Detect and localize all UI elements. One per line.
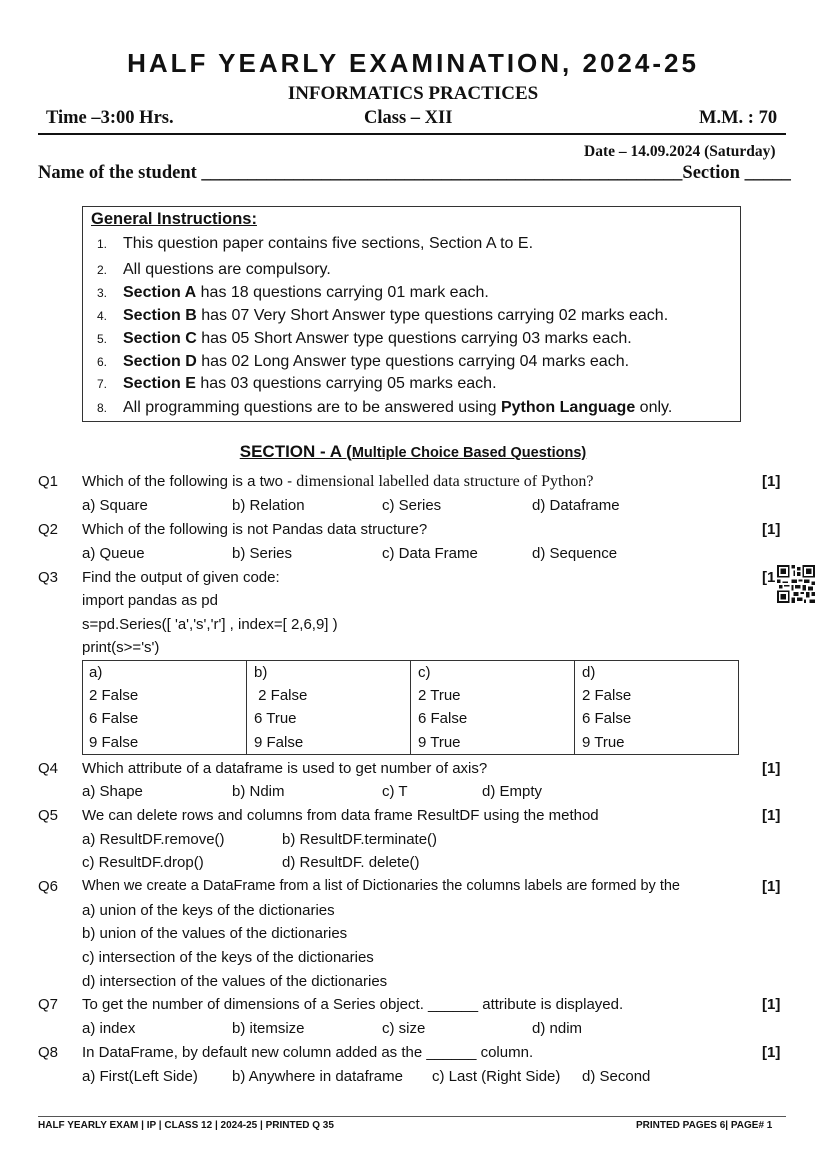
table-divider [246,661,247,754]
instruction-bold: Python Language [500,399,636,416]
section-a-heading [0,442,826,462]
question-marks: [1 [762,569,776,586]
option: c) intersection of the keys of the dictionaries [82,949,374,966]
instruction-item [97,330,632,348]
question-number: Q8 [38,1044,59,1061]
table-cell: 6 False [582,710,632,727]
question-text-part: dimensional labelled data structure of Python? [296,473,594,490]
option: c) Data Frame [382,545,478,562]
instruction-text: has 02 Long Answer type questions carrying 04 marks each. [196,353,630,370]
table-cell: 9 True [418,734,461,751]
table-cell: 2 True [418,687,461,704]
instruction-item [97,399,672,417]
instruction-bold: Section C [123,330,197,347]
table-cell: d) [582,664,596,681]
instruction-item [97,307,668,325]
table-cell: 6 True [254,710,297,727]
table-cell: 2 False [582,687,632,704]
table-cell: c) [418,664,431,681]
table-cell: 6 False [418,710,468,727]
question-marks: [1] [762,996,781,1013]
option: a) union of the keys of the dictionaries [82,902,335,919]
question-text-part: Which of the following is a two - [82,473,297,490]
instruction-number: 8. [97,401,108,415]
option: b) Relation [232,497,305,514]
instruction-bold: Section B [123,307,197,324]
footer-divider [38,1116,786,1117]
instruction-number: 5. [97,332,108,346]
instructions-heading: General Instructions: [91,210,257,228]
table-cell: 9 True [582,734,625,751]
instruction-text: has 05 Short Answer type questions carrying 03 marks each. [196,330,632,347]
answer-options-table [82,660,739,755]
option: d) ResultDF. delete() [282,854,420,871]
option: a) First(Left Side) [82,1068,198,1085]
option: d) Empty [482,783,543,800]
student-name-line: Name of the student ____________________________________________________Section _____ [38,163,791,183]
option: c) Series [382,497,442,514]
table-cell: 2 False [254,687,308,704]
general-instructions-box [82,206,741,422]
option: b) Series [232,545,293,562]
instruction-bold: Section D [123,353,197,370]
table-divider [574,661,575,754]
option: a) Shape [82,783,143,800]
option: a) index [82,1020,136,1037]
question-number: Q3 [38,569,59,586]
exam-title: HALF YEARLY EXAMINATION, 2024-25 [127,48,699,78]
instruction-text: has 07 Very Short Answer type questions carrying 02 marks each. [196,307,669,324]
instruction-bold: Section A [123,284,197,301]
instruction-number: 3. [97,286,108,300]
instruction-bold: Section E [123,375,196,392]
instruction-text: has 03 questions carrying 05 marks each. [195,375,497,392]
option: a) Queue [82,545,145,562]
instruction-tail: only. [635,399,673,416]
option: d) Dataframe [532,497,620,514]
instruction-number: 6. [97,355,108,369]
instruction-item [97,353,629,371]
code-line: s=pd.Series([ 'a','s','r'] , index=[ 2,6,9] ) [82,616,338,633]
qr-code-icon [777,565,815,603]
question-text: To get the number of dimensions of a Series object. ______ attribute is displayed. [82,996,624,1013]
question-number: Q7 [38,996,59,1013]
option: c) Last (Right Side) [432,1068,561,1085]
option: a) ResultDF.remove() [82,831,225,848]
table-cell: 9 False [89,734,139,751]
instruction-item [97,284,489,302]
code-line: import pandas as pd [82,592,218,609]
section-a-title: SECTION - A ( [239,442,352,461]
instruction-number: 7. [97,377,108,391]
option: b) ResultDF.terminate() [282,831,438,848]
question-marks: [1] [762,760,781,777]
option: c) T [382,783,408,800]
instruction-item [97,375,497,393]
exam-date: Date – 14.09.2024 (Saturday) [584,143,776,160]
exam-class: Class – XII [364,108,453,128]
section-a-subtitle: Multiple Choice Based Questions) [351,445,587,461]
question-text: When we create a DataFrame from a list of Dictionaries the columns labels are formed by the [82,878,680,894]
question-marks: [1] [762,521,781,538]
header-divider [38,133,786,135]
question-text: Which of the following is not Pandas data structure? [82,521,428,538]
option: c) size [382,1020,426,1037]
option: d) Sequence [532,545,618,562]
option: a) Square [82,497,148,514]
question-text: Find the output of given code: [82,569,280,586]
option: c) ResultDF.drop() [82,854,204,871]
option: b) union of the values of the dictionaries [82,925,348,942]
question-number: Q6 [38,878,59,895]
instruction-text: All programming questions are to be answered using [123,399,501,416]
option: d) intersection of the values of the dictionaries [82,973,388,990]
footer-page-info: PRINTED PAGES 6| PAGE# 1 [636,1120,773,1131]
table-divider [410,661,411,754]
instruction-text: This question paper contains five sections, Section A to E. [123,235,534,252]
option: d) Second [582,1068,651,1085]
question-number: Q4 [38,760,59,777]
instruction-number: 2. [97,263,108,277]
question-text: We can delete rows and columns from data frame ResultDF using the method [82,807,599,824]
question-number: Q2 [38,521,59,538]
option: d) ndim [532,1020,583,1037]
max-marks: M.M. : 70 [699,108,778,128]
question-marks: [1] [762,878,781,895]
instruction-item [97,235,533,253]
question-marks: [1] [762,807,781,824]
instruction-item [97,261,331,279]
option: b) Anywhere in dataframe [232,1068,403,1085]
question-text [82,473,594,491]
question-number: Q5 [38,807,59,824]
table-cell: b) [254,664,268,681]
question-number: Q1 [38,473,59,490]
instruction-number: 1. [97,237,108,251]
instruction-text: All questions are compulsory. [123,261,331,278]
question-text: Which attribute of a dataframe is used to get number of axis? [82,760,488,777]
subject-title: INFORMATICS PRACTICES [287,83,539,104]
table-cell: 6 False [89,710,139,727]
exam-time: Time –3:00 Hrs. [46,108,174,128]
option: b) Ndim [232,783,285,800]
question-marks: [1] [762,1044,781,1061]
table-cell: 9 False [254,734,304,751]
instruction-text: has 18 questions carrying 01 mark each. [196,284,489,301]
footer-exam-info: HALF YEARLY EXAM | IP | CLASS 12 | 2024-25 | PRINTED Q 35 [38,1120,334,1131]
code-line: print(s>='s') [82,639,160,656]
table-cell: 2 False [89,687,139,704]
option: b) itemsize [232,1020,305,1037]
table-cell: a) [89,664,103,681]
question-text: In DataFrame, by default new column added as the ______ column. [82,1044,534,1061]
question-marks: [1] [762,473,781,490]
instruction-number: 4. [97,309,108,323]
